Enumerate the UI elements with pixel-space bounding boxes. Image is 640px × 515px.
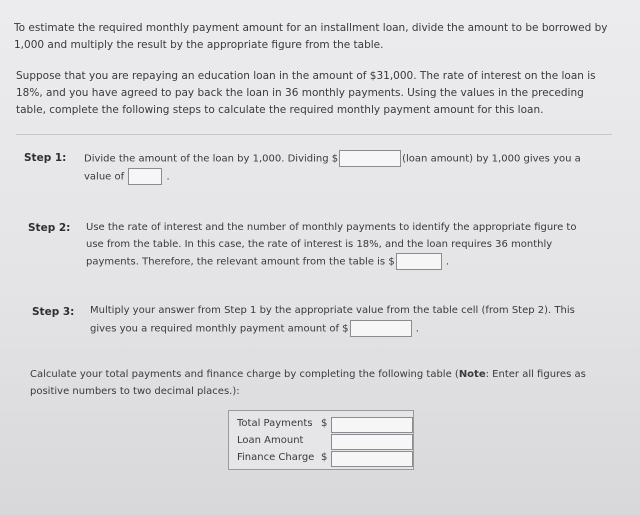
step3-text [90,303,600,338]
step2-text-a: Use the rate of interest and the number of monthly payments to identify the appropriate figure to use from the table. In this case, the rate of interest is 18%, and the loan requires 36 monthly payments. Therefore, the relevant amount from the table is $ [86,222,577,268]
total-payments-currency: $ [321,418,328,429]
step1-text-c: value of [84,171,125,183]
totals-intro-a: Calculate your total payments and finance charge by completing the following table ( [30,369,459,380]
finance-charge-input[interactable] [331,451,413,467]
step1-text-b: (loan amount) by 1,000 gives you a [402,153,581,165]
totals-intro-b: : Enter all figures as positive numbers to two decimal places.): [30,369,586,397]
scenario-paragraph: Suppose that you are repaying an education loan in the amount of $31,000. The rate of interest on the loan is 18%, and you have agreed to pay back the loan in 36 monthly payments. Using the values in the preceding table, complete the following steps to calculate the required monthly payment amount for this loan. [16,70,596,116]
step3-payment-input[interactable] [350,320,412,337]
step1-label: Step 1: [24,152,67,164]
step1-text-a: Divide the amount of the loan by 1,000. Dividing $ [84,153,339,165]
step3-text-a: Multiply your answer from Step 1 by the appropriate value from the table cell (from Step 2). This gives you a required monthly payment amount of $ [90,305,575,334]
total-payments-input[interactable] [331,417,413,433]
step2-text-b: . [445,256,450,268]
step2-text [86,220,596,271]
step1-text [84,150,604,186]
totals-instructions [30,366,590,400]
section-divider [16,134,612,135]
step2-table-value-input[interactable] [396,253,442,270]
finance-charge-currency: $ [321,452,328,463]
note-label: Note [458,369,486,380]
step2-label: Step 2: [28,222,71,234]
step1-loan-amount-input[interactable] [339,150,401,167]
step3-label: Step 3: [32,306,75,318]
intro-paragraph: To estimate the required monthly payment amount for an installment loan, divide the amount to be borrowed by 1,000 and multiply the result by the appropriate figure from the table. [14,22,608,51]
totals-table [228,410,414,470]
total-payments-label: Total Payments [237,418,313,429]
step3-text-b: . [415,323,419,334]
loan-amount-input[interactable] [331,434,413,450]
loan-amount-label: Loan Amount [237,435,304,446]
step1-result-input[interactable] [128,168,162,185]
step1-text-d: . [166,171,170,183]
finance-charge-label: Finance Charge [237,452,315,463]
